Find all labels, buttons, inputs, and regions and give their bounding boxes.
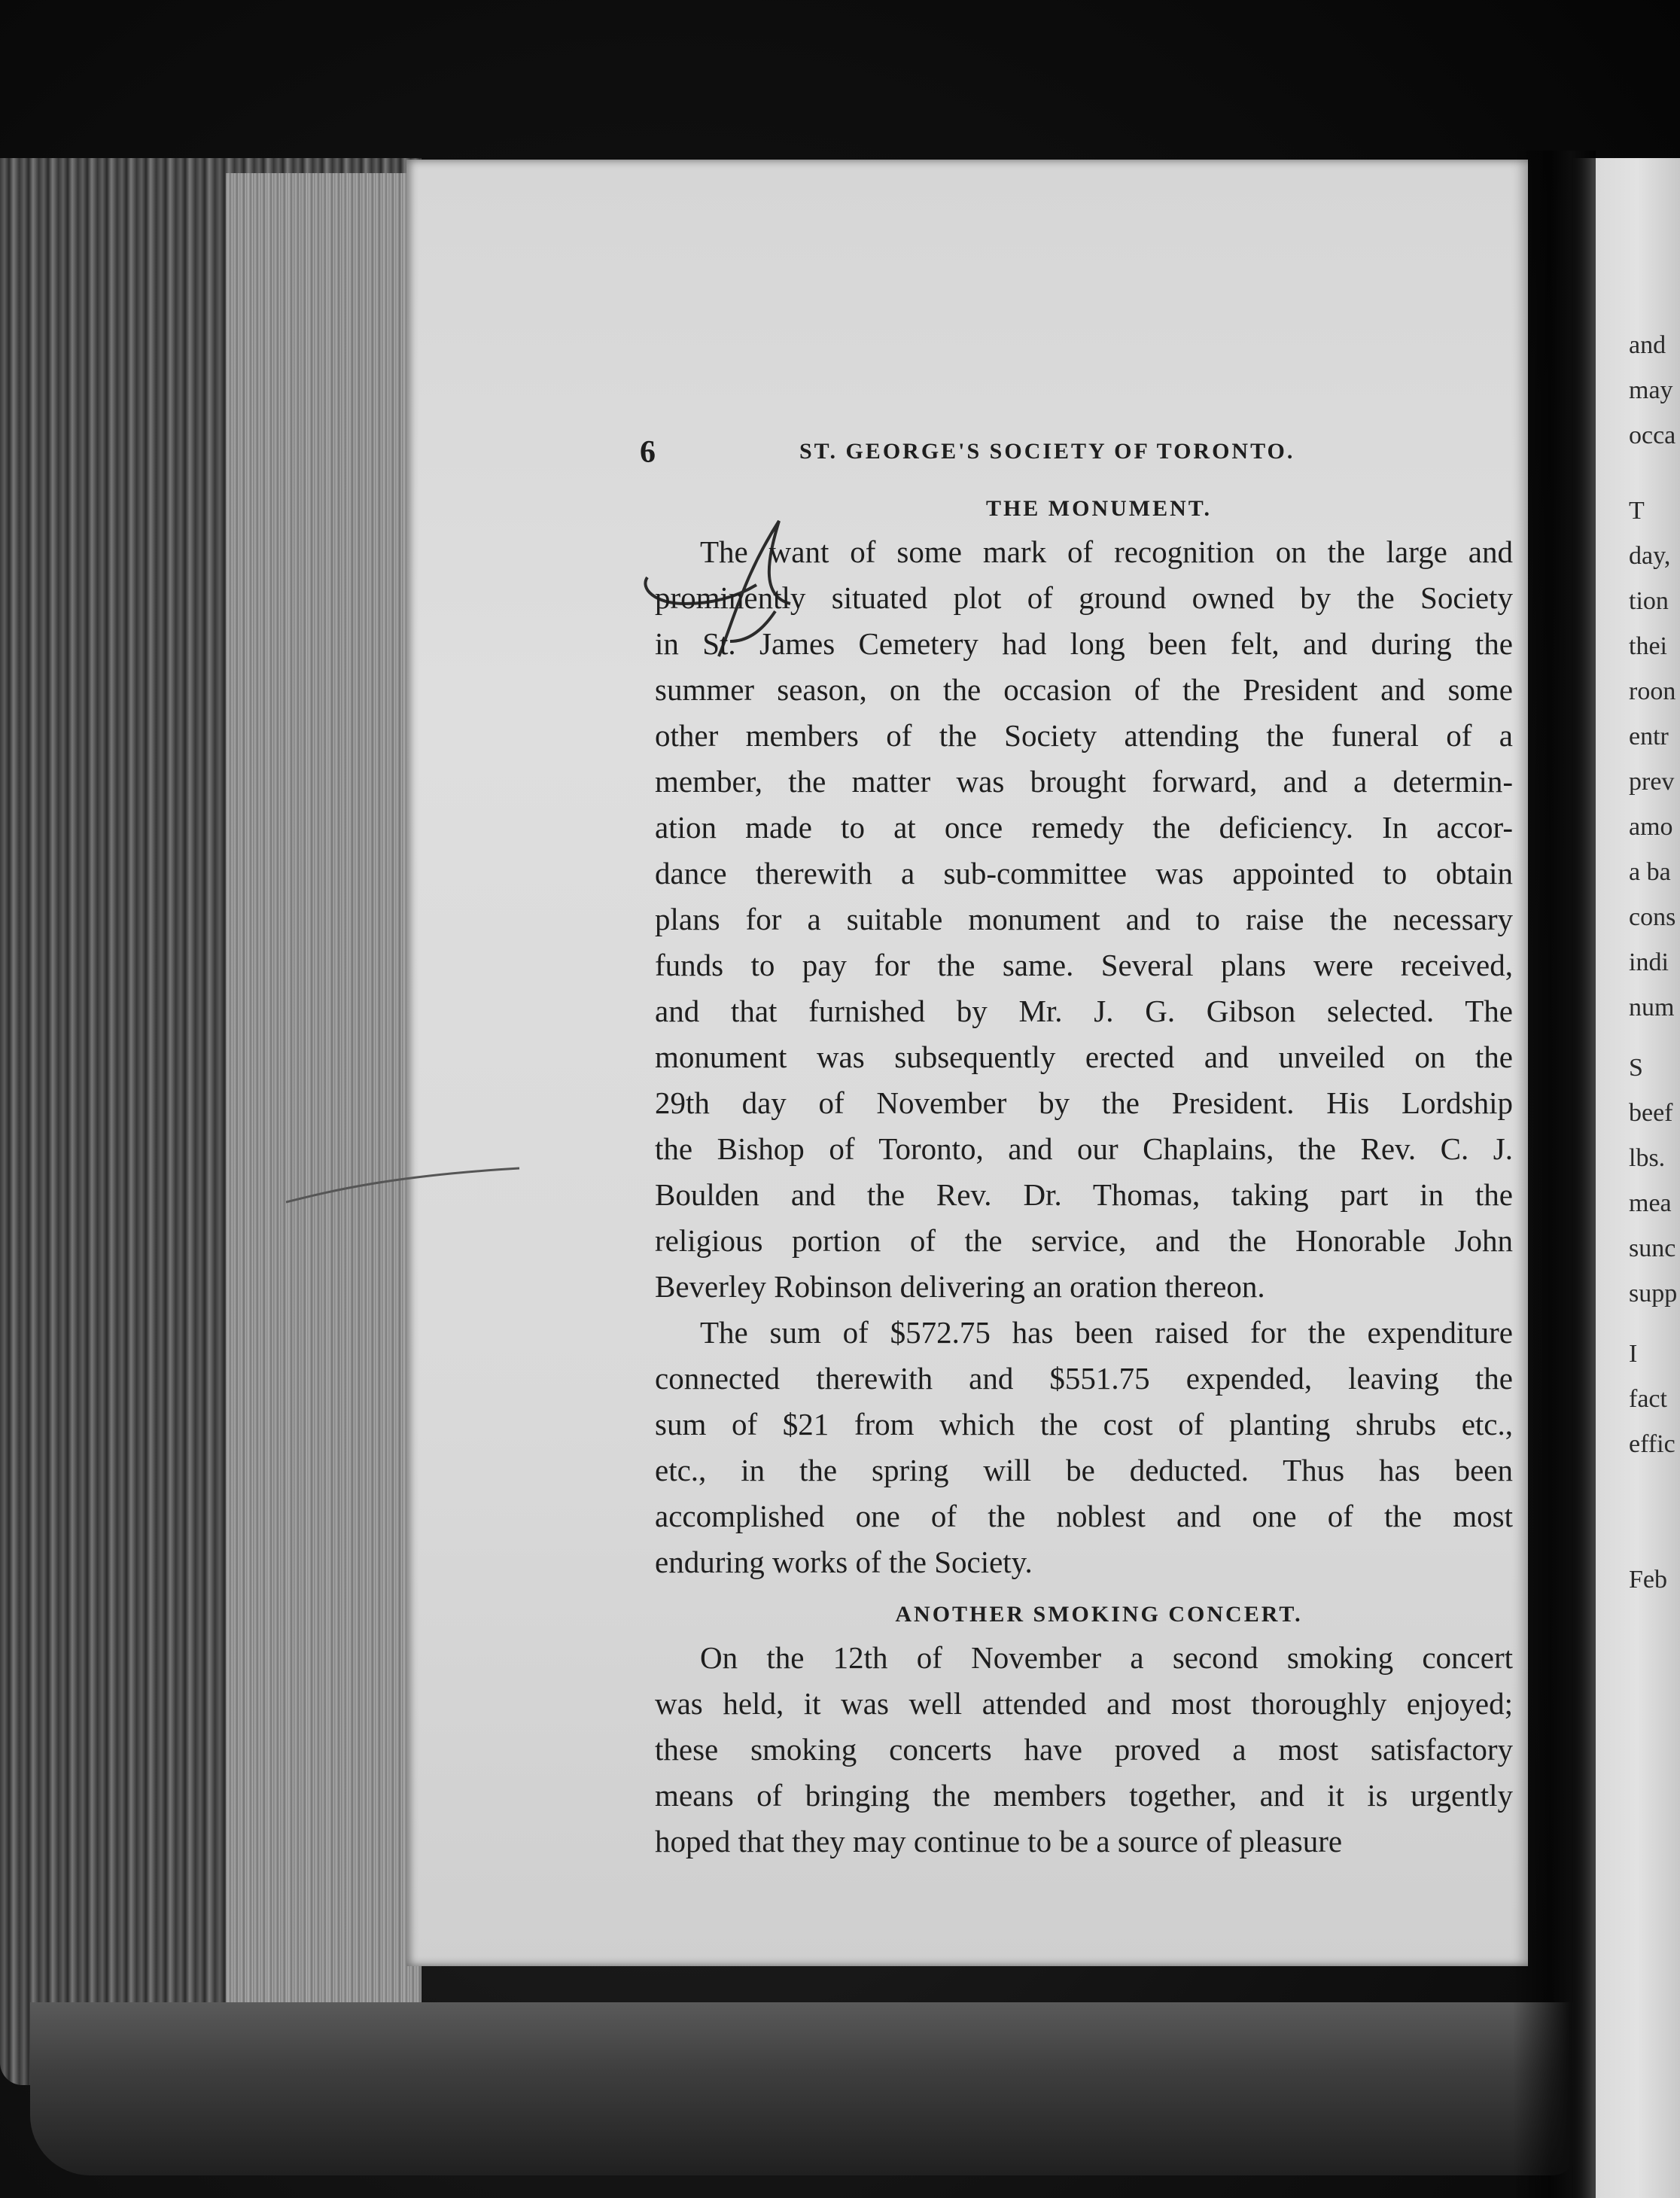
text-line: summer season, on the occasion of the President and some bbox=[655, 672, 1513, 707]
facing-page-fragment: S bbox=[1629, 1054, 1643, 1082]
paragraph bbox=[655, 1310, 1513, 1585]
text-line: On the 12th of November a second smoking concert bbox=[700, 1640, 1513, 1675]
sections bbox=[640, 496, 1513, 1865]
running-head bbox=[640, 434, 1513, 479]
text-line: sum of $21 from which the cost of planting shrubs etc., bbox=[655, 1407, 1513, 1441]
facing-page-fragment: fact bbox=[1629, 1385, 1667, 1413]
facing-page-fragment: tion bbox=[1629, 587, 1669, 615]
text-line: member, the matter was brought forward, and a determin- bbox=[655, 764, 1513, 799]
facing-page-fragment: effic bbox=[1629, 1430, 1675, 1458]
text-line: prominently situated plot of ground owned by the Society bbox=[655, 580, 1513, 615]
text-line: plans for a suitable monument and to raise the necessary bbox=[655, 902, 1513, 936]
text-line: funds to pay for the same. Several plans were received, bbox=[655, 948, 1513, 982]
text-line: The want of some mark of recognition on the large and bbox=[700, 534, 1513, 569]
text-line: 29th day of November by the President. His Lordship bbox=[655, 1085, 1513, 1120]
text-line: enduring works of the Society. bbox=[655, 1545, 1033, 1579]
text-line: means of bringing the members together, and it is urgently bbox=[655, 1778, 1513, 1813]
text-line: Boulden and the Rev. Dr. Thomas, taking part in the bbox=[655, 1177, 1513, 1212]
facing-page-fragment: mea bbox=[1629, 1189, 1672, 1217]
book-page-edges bbox=[0, 158, 422, 2085]
facing-page-fragment: I bbox=[1629, 1340, 1638, 1368]
section-heading: ANOTHER SMOKING CONCERT. bbox=[895, 1602, 1303, 1627]
facing-page-fragment: prev bbox=[1629, 768, 1675, 796]
paragraph bbox=[655, 1635, 1513, 1865]
text-line: was held, it was well attended and most thoroughly enjoyed; bbox=[655, 1686, 1513, 1721]
text-line: accomplished one of the noblest and one of the most bbox=[655, 1499, 1513, 1533]
facing-page-fragment: day, bbox=[1629, 542, 1671, 570]
book-page bbox=[406, 160, 1528, 1966]
text-line: The sum of $572.75 has been raised for the expenditure bbox=[700, 1315, 1513, 1350]
text-line: and that furnished by Mr. J. G. Gibson selected. The bbox=[655, 994, 1513, 1028]
text-line: connected therewith and $551.75 expended, leaving the bbox=[655, 1361, 1513, 1396]
text-line: hoped that they may continue to be a source of pleasure bbox=[655, 1824, 1343, 1859]
page-number: 6 bbox=[640, 435, 656, 470]
text-line: the Bishop of Toronto, and our Chaplains, the Rev. C. J. bbox=[655, 1131, 1513, 1166]
book-cover-edge bbox=[30, 2002, 1581, 2175]
facing-page-fragment: cons bbox=[1629, 903, 1676, 931]
text-line: dance therewith a sub-committee was appointed to obtain bbox=[655, 856, 1513, 890]
text-line: etc., in the spring will be deducted. Thus has been bbox=[655, 1453, 1513, 1487]
facing-page-fragment: lbs. bbox=[1629, 1144, 1666, 1172]
facing-page-fragment: thei bbox=[1629, 632, 1667, 660]
facing-page-fragment: Feb bbox=[1629, 1566, 1667, 1594]
text-line: these smoking concerts have proved a most satisfactory bbox=[655, 1732, 1513, 1767]
facing-page-fragment: a ba bbox=[1629, 858, 1671, 886]
text-line: Beverley Robinson delivering an oration thereon. bbox=[655, 1269, 1265, 1304]
facing-page-fragment: num bbox=[1629, 994, 1675, 1021]
text-line: religious portion of the service, and the Honorable John bbox=[655, 1223, 1513, 1258]
facing-page-fragment: roon bbox=[1629, 677, 1676, 705]
paragraph bbox=[655, 529, 1513, 1310]
running-title: ST. GEORGE'S SOCIETY OF TORONTO. bbox=[799, 439, 1295, 464]
text-line: in St. James Cemetery had long been felt, and during the bbox=[655, 626, 1513, 661]
facing-page-fragment: supp bbox=[1629, 1280, 1678, 1308]
facing-page-fragment: amo bbox=[1629, 813, 1673, 841]
text-line: other members of the Society attending the funeral of a bbox=[655, 718, 1513, 753]
facing-page-fragment: entr bbox=[1629, 723, 1669, 750]
facing-page-fragment: sunc bbox=[1629, 1234, 1676, 1262]
facing-page-fragment: may bbox=[1629, 376, 1673, 404]
text-line: ation made to at once remedy the deficiency. In accor- bbox=[655, 810, 1513, 845]
facing-page-fragment: and bbox=[1629, 331, 1666, 359]
facing-page-fragment: occa bbox=[1629, 422, 1676, 449]
facing-page-fragment: indi bbox=[1629, 948, 1669, 976]
facing-page-fragment: beef bbox=[1629, 1099, 1673, 1127]
section-heading: THE MONUMENT. bbox=[985, 496, 1213, 521]
facing-page-fragment: T bbox=[1629, 497, 1645, 525]
page-text bbox=[640, 434, 1513, 1865]
text-line: monument was subsequently erected and unveiled on the bbox=[655, 1040, 1513, 1074]
